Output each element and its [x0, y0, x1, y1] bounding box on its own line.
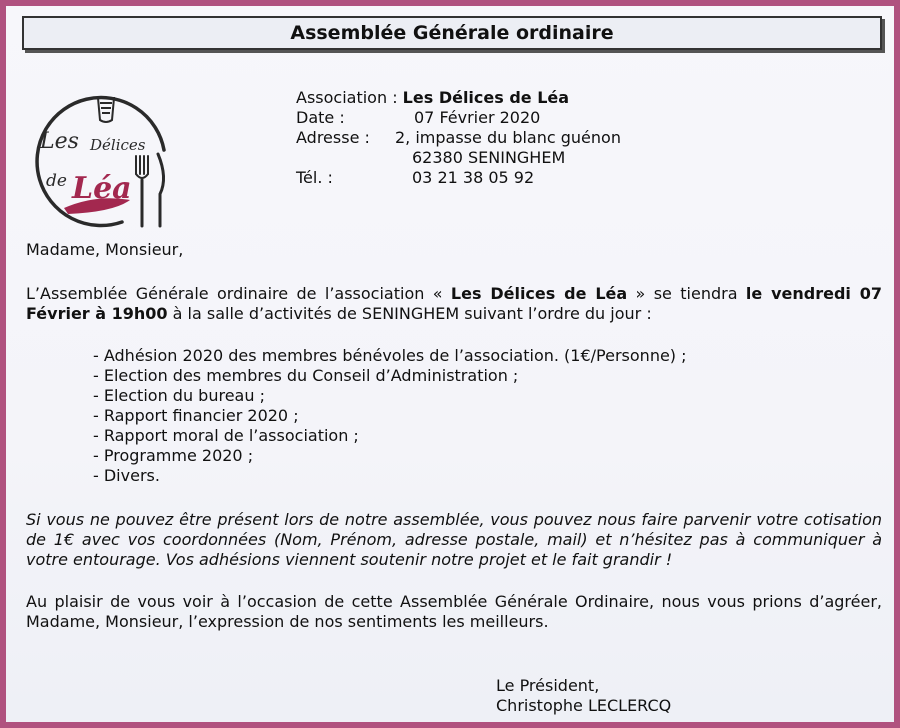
- agenda-item: - Election des membres du Conseil d’Administration ;: [93, 366, 519, 385]
- logo-text-les: Les: [40, 129, 79, 154]
- address-line2: 62380 SENINGHEM: [412, 148, 566, 167]
- logo-text-de: de: [46, 171, 67, 191]
- agenda-item: - Programme 2020 ;: [93, 446, 254, 465]
- agenda-item: - Rapport moral de l’association ;: [93, 426, 359, 445]
- intro-meeting-date: le vendredi 07 Février à 19h00: [26, 284, 883, 323]
- association-row: [296, 88, 569, 108]
- phone-value: 03 21 38 05 92: [412, 168, 535, 187]
- glass-icon: [98, 98, 114, 122]
- logo-text-delices: Délices: [90, 136, 146, 154]
- association-label: Association :: [296, 88, 398, 107]
- intro-association-name: Les Délices de Léa: [450, 284, 628, 303]
- closing-paragraph: Au plaisir de vous voir à l’occasion de cette Assemblée Générale Ordinaire, nous vous prions d’agréer, Madame, Monsieur, l’expression de nos sentiments les meilleurs.: [26, 592, 882, 631]
- contribution-paragraph: Si vous ne pouvez être présent lors de notre assemblée, vous pouvez nous faire parvenir votre cotisation de 1€ avec vos coordonnées (Nom, Prénom, adresse postale, mail) et n’hésitez pas à communiquer à votre entourage. Vos adhésions viennent soutenir notre projet et le fait grandir !: [26, 510, 882, 569]
- signature-role: Le Président,: [496, 676, 600, 695]
- logo-text-lea: Léa: [72, 171, 132, 206]
- address-line1: 2, impasse du blanc guénon: [395, 128, 621, 147]
- intro-text-1: L’Assemblée Générale ordinaire de l’association «: [26, 284, 451, 303]
- association-name: Les Délices de Léa: [402, 88, 570, 107]
- document-title: Assemblée Générale ordinaire: [22, 16, 882, 50]
- agenda-item: - Adhésion 2020 des membres bénévoles de l’association. (1€/Personne) ;: [93, 346, 687, 365]
- agenda-item: - Divers.: [93, 466, 160, 485]
- greeting: Madame, Monsieur,: [26, 240, 184, 259]
- date-label: Date :: [296, 108, 345, 127]
- fork-icon: [136, 156, 148, 226]
- date-value: 07 Février 2020: [414, 108, 541, 127]
- intro-paragraph: [26, 284, 882, 324]
- association-logo: [26, 86, 176, 236]
- signature-name: Christophe LECLERCQ: [496, 696, 672, 715]
- agenda-item: - Election du bureau ;: [93, 386, 265, 405]
- intro-text-3: à la salle d’activités de SENINGHEM suivant l’ordre du jour :: [167, 304, 652, 323]
- document-page: [6, 6, 894, 722]
- address-label: Adresse :: [296, 128, 370, 147]
- agenda-item: - Rapport financier 2020 ;: [93, 406, 299, 425]
- intro-text-2: » se tiendra: [627, 284, 746, 303]
- phone-label: Tél. :: [296, 168, 333, 187]
- knife-icon: [158, 154, 164, 226]
